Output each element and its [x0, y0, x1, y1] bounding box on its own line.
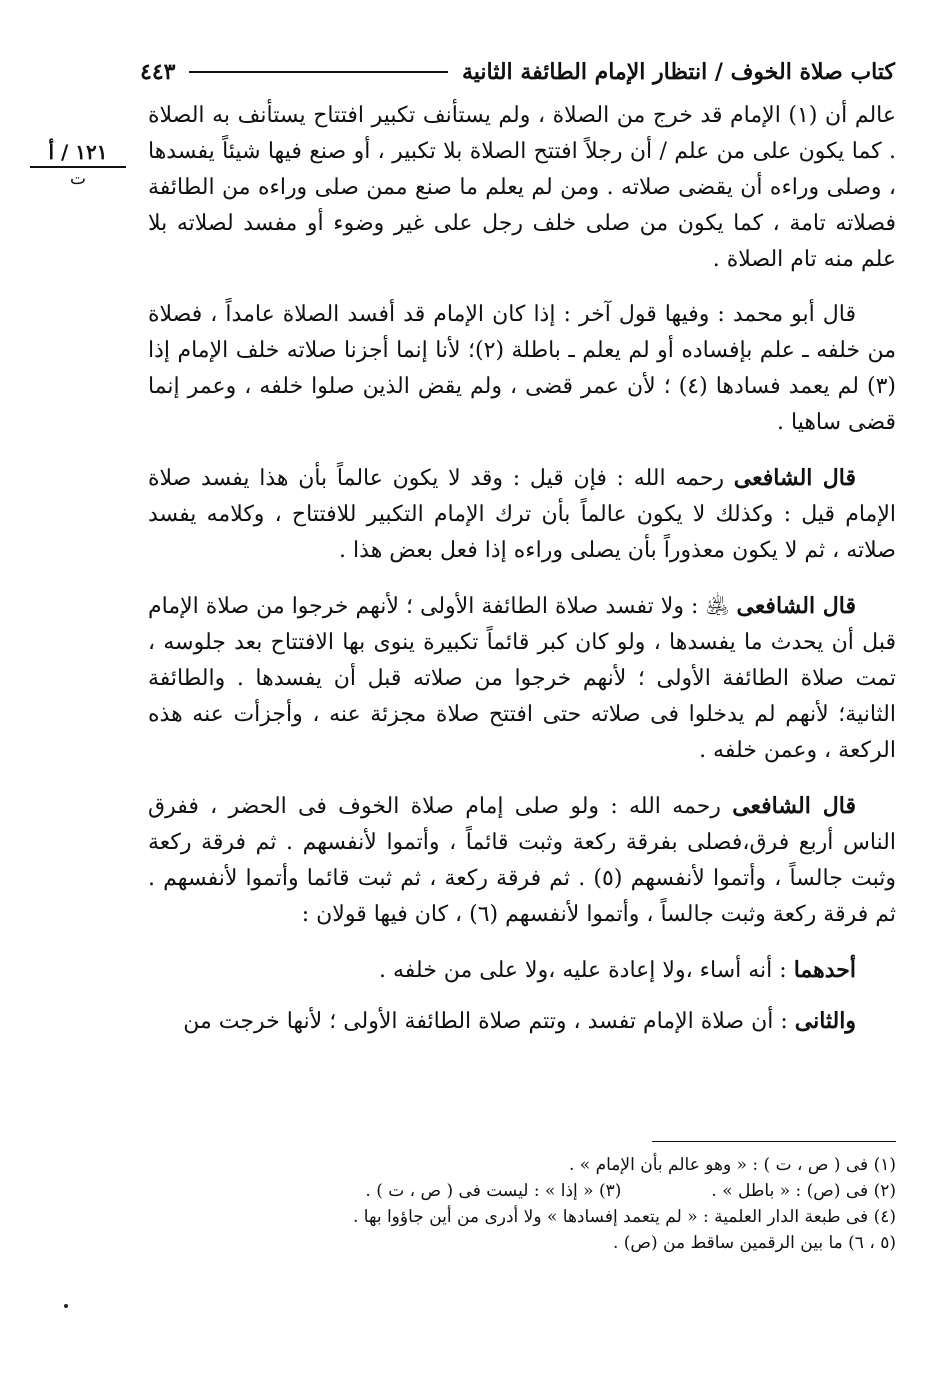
- folio-manuscript-siglum: ت: [69, 169, 86, 189]
- footnote-3: (٣) « إذا » : ليست فى ( ص ، ت ) .: [365, 1181, 622, 1201]
- main-text: [148, 98, 896, 1054]
- footnote-5-6: (٥ ، ٦) ما بين الرقمين ساقط من (ص) .: [612, 1233, 896, 1253]
- opinion-two-label: والثانى: [794, 1008, 856, 1034]
- paragraph-4: [148, 588, 896, 769]
- header-title: كتاب صلاة الخوف / انتظار الإمام الطائفة الثانية: [461, 59, 895, 85]
- speaker-label: قال الشافعى: [733, 465, 856, 491]
- manuscript-folio-note: [30, 140, 126, 189]
- running-header: [140, 52, 895, 92]
- footnote-row-2-3: [148, 1178, 896, 1204]
- scan-speck: [64, 1304, 68, 1308]
- paragraph-3-text: رحمه الله : فإن قيل : وقد لا يكون عالماً بأن هذا يفسد صلاة الإمام قيل : وكذلك لا يكون عالماً بأن ترك الإمام التكبير للافتتاح ، وكلامه يفسد صلاته ، ثم لا يكون معذوراً بأن يصلى وراءه إذا فعل بعض هذا .: [148, 466, 896, 563]
- speaker-label: قال الشافعى: [736, 593, 856, 619]
- opinion-two-text: : أن صلاة الإمام تفسد ، وتتم صلاة الطائفة الأولى ؛ لأنها خرجت من: [183, 1009, 795, 1034]
- footnotes: [148, 1152, 896, 1256]
- paragraph-5-text: رحمه الله : ولو صلى إمام صلاة الخوف فى الحضر ، ففرق الناس أربع فرق،فصلى بفرقة ركعة وثبت قائماً ، وأتموا لأنفسهم . ثم فرقة ركعة وثبت جالساً ، وأتموا لأنفسهم (٥) . ثم فرقة ركعة ، ثم ثبت قائما وأتموا لأنفسهم . ثم فرقة ركعة وثبت جالساً ، وأتموا لأنفسهم (٦) ، كان فيها قولان :: [148, 794, 896, 927]
- opinion-one-label: أحدهما: [793, 957, 856, 983]
- paragraph-4-text: ﵁ : ولا تفسد صلاة الطائفة الأولى ؛ لأنهم خرجوا من صلاة الإمام قبل أن يحدث ما يفسدها ، ولو كان كبر قائماً تكبيرة ينوى بها الافتتاح بعد جلوسه ، تمت صلاة الطائفة الأولى ؛ لأنهم خرجوا من صلاته قبل أن يفسدها . والطائفة الثانية؛ لأنهم لم يدخلوا فى صلاته حتى افتتح صلاة مجزئة عنه ، وأجزأت عنه هذه الركعة ، وعمن خلفه .: [148, 594, 896, 763]
- paragraph-2: قال أبو محمد : وفيها قول آخر : إذا كان الإمام قد أفسد الصلاة عامداً ، فصلاة من خلفه ـ علم بإفساده أو لم يعلم ـ باطلة (٢)؛ لأنا إنما أجزنا صلاته خلف الإمام إذا (٣) لم يعمد فسادها (٤) ؛ لأن عمر قضى ، ولم يقض الذين صلوا خلفه ، وعمر إنما قضى ساهيا .: [148, 302, 896, 435]
- page-number: ٤٤٣: [140, 59, 176, 85]
- paragraph-1: عالم أن (١) الإمام قد خرج من الصلاة ، ولم يستأنف تكبير افتتاح يستأنف به الصلاة . كما يكون على من علم / أن رجلاً افتتح الصلاة بلا تكبير ، أو صنع فيها شيئاً يفسدها ، وصلى وراءه أن يقضى صلاته . ومن لم يعلم ما صنع ممن صلى وراءه من الطائفة فصلاته تامة ، كما يكون من صلى خلف رجل على غير وضوء أو مفسد لصلاته بلا علم منه تام الصلاة .: [148, 103, 896, 272]
- footnote-4: (٤) فى طبعة الدار العلمية : « لم يتعمد إفسادها » ولا أدرى من أين جاؤوا بها .: [353, 1207, 896, 1227]
- opinion-one-text: : أنه أساء ،ولا إعادة عليه ،ولا على من خلفه .: [379, 958, 794, 983]
- footnote-1: (١) فى ( ص ، ت ) : « وهو عالم بأن الإمام » .: [568, 1155, 896, 1175]
- opinion-one: [148, 952, 896, 989]
- footnote-2: (٢) فى (ص) : « باطل » .: [711, 1181, 896, 1201]
- opinion-two: [148, 1003, 896, 1040]
- paragraph-5: [148, 788, 896, 933]
- folio-reference: ١٢١ / أ: [30, 140, 126, 168]
- footnote-separator: [652, 1141, 896, 1142]
- speaker-label: قال الشافعى: [732, 793, 856, 819]
- paragraph-3: [148, 460, 896, 569]
- header-rule: [189, 71, 448, 73]
